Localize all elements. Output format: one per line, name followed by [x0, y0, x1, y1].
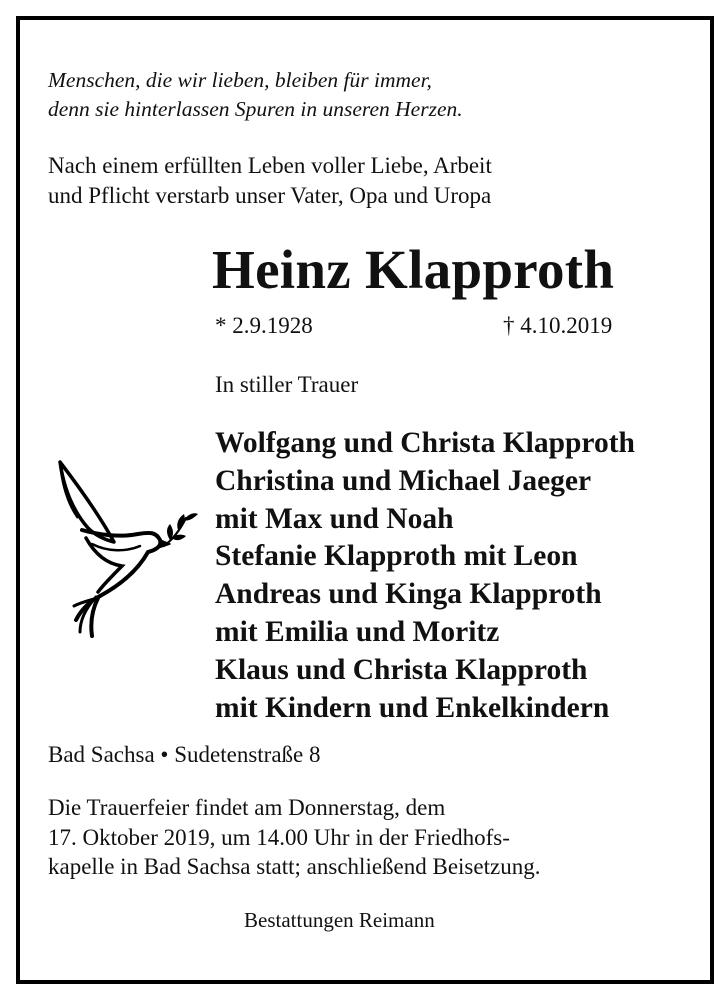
mourner-line: Stefanie Klapproth mit Leon [215, 540, 578, 573]
dove-with-olive-branch-icon [52, 460, 200, 642]
mourners-list [215, 424, 635, 726]
birth-date: * 2.9.1928 [215, 313, 313, 338]
mourner-line: Klaus und Christa Klapproth [215, 653, 588, 686]
mourner-line: Christina und Michael Jaeger [215, 464, 592, 497]
deceased-name: Heinz Klapproth [212, 239, 615, 300]
memorial-quote [48, 66, 463, 124]
ceremony-line-1: Die Trauerfeier findet am Donnerstag, dem [48, 795, 446, 820]
intro-line-1: Nach einem erfüllten Leben voller Liebe, Arbeit [48, 153, 492, 178]
quote-line-1: Menschen, die wir lieben, bleiben für immer, [48, 68, 432, 92]
ceremony-info [48, 793, 540, 882]
mourner-line: Andreas und Kinga Klapproth [215, 578, 602, 611]
ceremony-line-3: kapelle in Bad Sachsa statt; anschließend Beisetzung. [48, 854, 541, 879]
mourner-line: mit Max und Noah [215, 502, 454, 535]
intro-text [48, 151, 492, 211]
death-date: † 4.10.2019 [503, 313, 613, 338]
mourner-line: mit Emilia und Moritz [215, 615, 500, 648]
funeral-home: Bestattungen Reimann [244, 908, 435, 932]
address: Bad Sachsa • Sudetenstraße 8 [48, 742, 321, 767]
mourning-label: In stiller Trauer [215, 372, 359, 397]
quote-line-2: denn sie hinterlassen Spuren in unseren Herzen. [48, 97, 463, 121]
mourner-line: mit Kindern und Enkelkindern [215, 691, 610, 724]
ceremony-line-2: 17. Oktober 2019, um 14.00 Uhr in der Friedhofs- [48, 824, 510, 850]
mourner-line: Wolfgang und Christa Klapproth [215, 427, 635, 459]
intro-line-2: und Pflicht verstarb unser Vater, Opa und Uropa [48, 183, 492, 208]
